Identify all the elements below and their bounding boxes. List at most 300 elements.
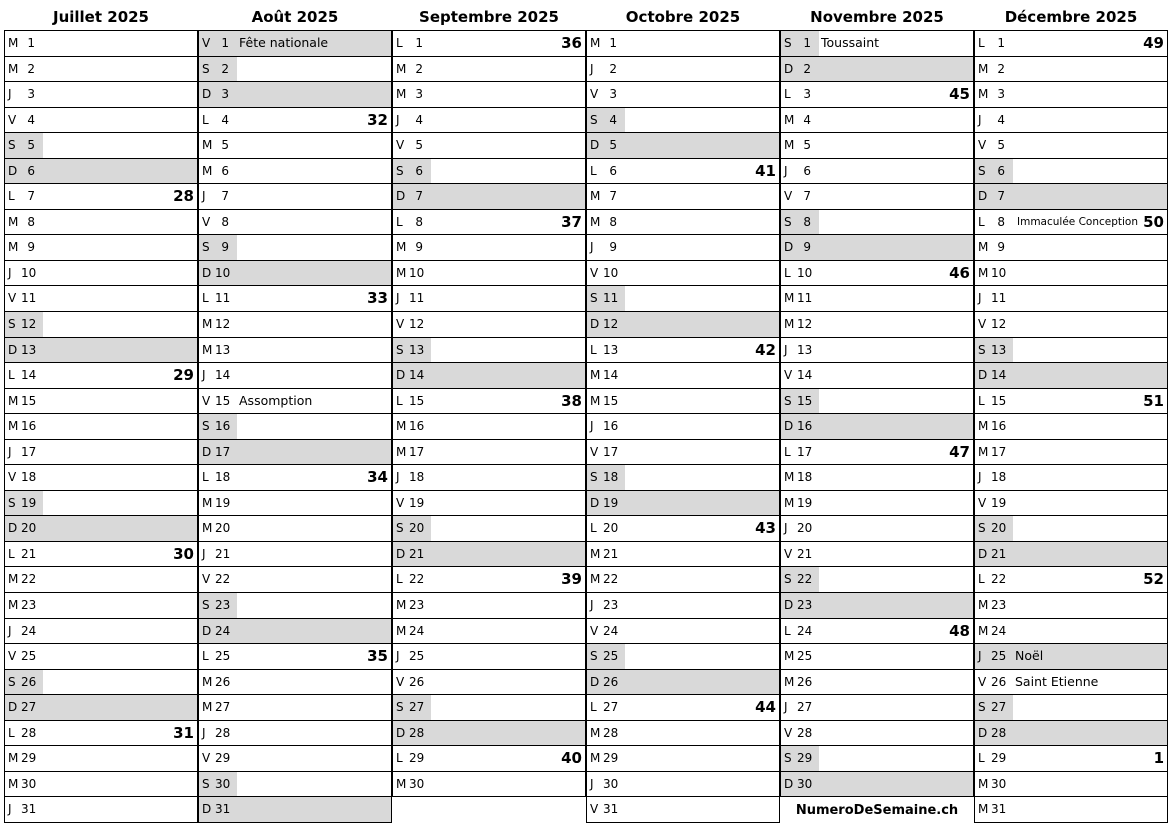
day-number: 22 bbox=[797, 572, 813, 587]
day-label bbox=[587, 695, 621, 720]
weekday-letter: S bbox=[202, 598, 210, 613]
day-label bbox=[393, 338, 431, 363]
weekday-letter: L bbox=[978, 572, 985, 587]
day-row bbox=[587, 82, 779, 108]
day-label bbox=[5, 721, 39, 746]
day-list bbox=[392, 30, 586, 797]
day-row bbox=[5, 619, 197, 645]
weekday-letter: M bbox=[396, 265, 407, 280]
day-number: 18 bbox=[603, 470, 619, 485]
day-row bbox=[5, 746, 197, 772]
week-number: 35 bbox=[367, 647, 388, 666]
day-label bbox=[393, 133, 427, 158]
day-number: 15 bbox=[215, 393, 231, 408]
day-number: 18 bbox=[21, 470, 37, 485]
day-label bbox=[199, 721, 233, 746]
day-number: 7 bbox=[221, 189, 229, 204]
day-label bbox=[975, 414, 1009, 439]
weekday-letter: S bbox=[396, 521, 404, 536]
day-row bbox=[781, 133, 973, 159]
day-label bbox=[975, 567, 1009, 592]
day-row bbox=[5, 363, 197, 389]
day-label bbox=[393, 82, 427, 107]
day-row bbox=[781, 414, 973, 440]
weekday-letter: L bbox=[978, 214, 985, 229]
weekday-letter: D bbox=[590, 495, 600, 510]
day-row bbox=[393, 440, 585, 466]
day-number: 3 bbox=[997, 87, 1005, 102]
week-number: 38 bbox=[561, 391, 582, 410]
day-label bbox=[781, 746, 819, 771]
day-label bbox=[5, 159, 39, 184]
holiday-label: Toussaint bbox=[821, 35, 880, 50]
day-number: 9 bbox=[997, 240, 1005, 255]
holiday-label: Noël bbox=[1015, 648, 1044, 664]
day-row bbox=[5, 644, 197, 670]
day-number: 14 bbox=[991, 368, 1007, 383]
day-number: 8 bbox=[997, 214, 1005, 229]
day-number: 18 bbox=[797, 470, 813, 485]
weekday-letter: V bbox=[784, 725, 793, 740]
day-number: 20 bbox=[603, 521, 619, 536]
weekday-letter: V bbox=[978, 138, 987, 153]
weekday-letter: S bbox=[784, 36, 792, 50]
day-label bbox=[975, 465, 1009, 490]
day-row bbox=[199, 772, 391, 798]
day-number: 30 bbox=[797, 776, 813, 791]
day-row bbox=[587, 312, 779, 338]
day-row bbox=[393, 82, 585, 108]
day-label bbox=[975, 670, 1009, 695]
day-number: 24 bbox=[21, 623, 37, 638]
day-label bbox=[975, 516, 1013, 541]
day-label bbox=[393, 670, 427, 695]
day-row bbox=[5, 133, 197, 159]
weekday-letter: M bbox=[590, 368, 601, 383]
day-row bbox=[199, 695, 391, 721]
day-label bbox=[781, 491, 815, 516]
week-number: 44 bbox=[755, 698, 776, 717]
day-label bbox=[5, 567, 39, 592]
day-number: 27 bbox=[991, 700, 1007, 715]
day-label bbox=[393, 567, 427, 592]
day-row bbox=[199, 670, 391, 696]
weekday-letter: J bbox=[202, 189, 206, 204]
day-label bbox=[199, 184, 233, 209]
day-label bbox=[587, 567, 621, 592]
day-label bbox=[393, 772, 427, 797]
weekday-letter: V bbox=[202, 751, 211, 766]
weekday-letter: V bbox=[590, 265, 599, 280]
week-number: 30 bbox=[173, 544, 194, 563]
day-row bbox=[199, 567, 391, 593]
weekday-letter: S bbox=[8, 674, 16, 689]
day-row bbox=[587, 491, 779, 517]
weekday-letter: S bbox=[396, 700, 404, 715]
day-number: 20 bbox=[21, 521, 37, 536]
week-number: 28 bbox=[173, 187, 194, 206]
day-number: 24 bbox=[797, 623, 813, 638]
day-number: 23 bbox=[797, 598, 813, 613]
day-number: 22 bbox=[991, 572, 1007, 587]
day-label bbox=[393, 57, 427, 82]
week-number: 32 bbox=[367, 110, 388, 129]
day-number: 14 bbox=[215, 368, 231, 383]
weekday-letter: M bbox=[202, 700, 213, 715]
day-number: 11 bbox=[991, 291, 1007, 306]
day-number: 18 bbox=[991, 470, 1007, 485]
day-label bbox=[199, 670, 233, 695]
day-row bbox=[199, 312, 391, 338]
day-label bbox=[781, 184, 815, 209]
day-row bbox=[587, 184, 779, 210]
day-label bbox=[587, 338, 621, 363]
day-label bbox=[5, 695, 39, 720]
weekday-letter: M bbox=[978, 802, 989, 817]
weekday-letter: M bbox=[590, 393, 601, 408]
day-row bbox=[393, 338, 585, 364]
weekday-letter: L bbox=[590, 700, 597, 715]
day-number: 14 bbox=[603, 368, 619, 383]
weekday-letter: M bbox=[8, 419, 19, 434]
day-list bbox=[974, 30, 1168, 823]
day-label bbox=[781, 695, 815, 720]
day-row bbox=[5, 57, 197, 83]
day-label bbox=[199, 82, 233, 107]
day-label bbox=[587, 159, 621, 184]
weekday-letter: M bbox=[978, 623, 989, 638]
day-row bbox=[5, 108, 197, 134]
day-row bbox=[587, 31, 779, 57]
weekday-letter: V bbox=[202, 572, 211, 587]
day-row bbox=[975, 619, 1167, 645]
day-number: 5 bbox=[27, 138, 35, 153]
day-number: 11 bbox=[409, 291, 425, 306]
day-row bbox=[199, 286, 391, 312]
weekday-letter: J bbox=[396, 649, 400, 664]
day-number: 7 bbox=[609, 189, 617, 204]
day-row bbox=[393, 108, 585, 134]
weekday-letter: S bbox=[202, 240, 210, 255]
day-row bbox=[393, 414, 585, 440]
weekday-letter: M bbox=[784, 291, 795, 306]
weekday-letter: M bbox=[978, 265, 989, 280]
day-row bbox=[781, 286, 973, 312]
day-row bbox=[5, 286, 197, 312]
day-label bbox=[781, 772, 815, 797]
day-row bbox=[975, 695, 1167, 721]
day-number: 4 bbox=[221, 112, 229, 127]
weekday-letter: J bbox=[8, 265, 12, 280]
day-row bbox=[587, 516, 779, 542]
day-number: 25 bbox=[409, 649, 425, 664]
day-number: 14 bbox=[21, 368, 37, 383]
day-row bbox=[393, 593, 585, 619]
day-row bbox=[975, 542, 1167, 568]
day-label bbox=[199, 567, 233, 592]
weekday-letter: S bbox=[590, 291, 598, 306]
day-number: 29 bbox=[603, 751, 619, 766]
day-number: 23 bbox=[409, 598, 425, 613]
weekday-letter: M bbox=[8, 572, 19, 587]
weekday-letter: M bbox=[202, 521, 213, 536]
weekday-letter: D bbox=[784, 240, 794, 255]
day-row bbox=[781, 108, 973, 134]
day-label bbox=[587, 491, 621, 516]
day-row bbox=[5, 670, 197, 696]
day-number: 31 bbox=[603, 802, 619, 817]
weekday-letter: L bbox=[396, 572, 403, 587]
day-label bbox=[393, 184, 427, 209]
weekday-letter: M bbox=[396, 776, 407, 791]
day-label bbox=[393, 363, 427, 388]
holiday-label: Assomption bbox=[239, 392, 313, 408]
day-row bbox=[975, 363, 1167, 389]
day-row bbox=[199, 440, 391, 466]
day-label bbox=[975, 312, 1009, 337]
day-number: 8 bbox=[221, 214, 229, 229]
day-label bbox=[975, 797, 1009, 822]
week-number: 45 bbox=[949, 85, 970, 104]
day-number: 17 bbox=[215, 444, 231, 459]
day-label bbox=[5, 312, 43, 337]
day-row bbox=[393, 619, 585, 645]
day-number: 1 bbox=[609, 36, 617, 50]
day-row bbox=[781, 465, 973, 491]
day-number: 20 bbox=[215, 521, 231, 536]
day-row bbox=[587, 363, 779, 389]
day-row bbox=[5, 465, 197, 491]
day-label bbox=[393, 619, 427, 644]
day-label bbox=[199, 108, 233, 133]
day-row bbox=[393, 695, 585, 721]
week-number: 47 bbox=[949, 442, 970, 461]
day-number: 31 bbox=[215, 802, 231, 817]
day-number: 29 bbox=[215, 751, 231, 766]
weekday-letter: M bbox=[8, 61, 19, 76]
day-label bbox=[199, 338, 233, 363]
site-brand: NumeroDeSemaine.ch bbox=[795, 802, 959, 818]
weekday-letter: D bbox=[202, 444, 212, 459]
day-label bbox=[587, 286, 625, 311]
day-number: 19 bbox=[797, 495, 813, 510]
day-number: 2 bbox=[27, 61, 35, 76]
day-label bbox=[393, 491, 427, 516]
day-row bbox=[975, 133, 1167, 159]
weekday-letter: M bbox=[784, 674, 795, 689]
day-number: 22 bbox=[409, 572, 425, 587]
day-row bbox=[199, 593, 391, 619]
day-number: 17 bbox=[797, 444, 813, 459]
day-number: 3 bbox=[415, 87, 423, 102]
day-label bbox=[5, 644, 39, 669]
day-number: 9 bbox=[609, 240, 617, 255]
day-number: 25 bbox=[21, 649, 37, 664]
day-label bbox=[587, 235, 621, 260]
day-number: 30 bbox=[21, 776, 37, 791]
day-label bbox=[199, 389, 233, 414]
week-number: 48 bbox=[949, 621, 970, 640]
day-label bbox=[587, 670, 621, 695]
week-number: 33 bbox=[367, 289, 388, 308]
weekday-letter: V bbox=[784, 546, 793, 561]
week-number: 51 bbox=[1143, 391, 1164, 410]
weekday-letter: S bbox=[590, 470, 598, 485]
week-number: 29 bbox=[173, 366, 194, 385]
weekday-letter: D bbox=[396, 189, 406, 204]
day-label bbox=[975, 159, 1013, 184]
day-label bbox=[5, 82, 39, 107]
day-label bbox=[975, 82, 1009, 107]
day-row bbox=[393, 261, 585, 287]
weekday-letter: M bbox=[202, 495, 213, 510]
day-label bbox=[587, 465, 625, 490]
day-row bbox=[587, 670, 779, 696]
weekday-letter: V bbox=[590, 802, 599, 817]
day-number: 28 bbox=[409, 725, 425, 740]
day-label bbox=[587, 414, 621, 439]
day-number: 10 bbox=[991, 265, 1007, 280]
day-number: 27 bbox=[603, 700, 619, 715]
day-number: 19 bbox=[991, 495, 1007, 510]
day-label bbox=[975, 644, 1009, 669]
weekday-letter: S bbox=[784, 751, 792, 766]
day-label bbox=[587, 746, 621, 771]
day-row bbox=[975, 440, 1167, 466]
day-row bbox=[199, 797, 391, 823]
weekday-letter: V bbox=[202, 214, 211, 229]
day-label bbox=[199, 159, 233, 184]
day-label bbox=[781, 57, 815, 82]
day-label bbox=[587, 210, 621, 235]
day-label bbox=[393, 108, 427, 133]
day-label bbox=[587, 721, 621, 746]
month-title: Août 2025 bbox=[251, 8, 339, 26]
weekday-letter: S bbox=[202, 776, 210, 791]
day-label bbox=[781, 235, 815, 260]
day-label bbox=[5, 516, 39, 541]
day-label bbox=[781, 721, 815, 746]
day-number: 6 bbox=[609, 163, 617, 178]
day-label bbox=[5, 57, 39, 82]
day-number: 21 bbox=[603, 546, 619, 561]
weekday-letter: L bbox=[396, 36, 403, 50]
day-number: 20 bbox=[991, 521, 1007, 536]
day-row bbox=[781, 389, 973, 415]
day-row bbox=[975, 465, 1167, 491]
day-label bbox=[393, 465, 427, 490]
day-label bbox=[781, 593, 815, 618]
day-number: 21 bbox=[797, 546, 813, 561]
weekday-letter: M bbox=[8, 598, 19, 613]
day-number: 7 bbox=[997, 189, 1005, 204]
day-label bbox=[587, 389, 621, 414]
day-number: 11 bbox=[603, 291, 619, 306]
weekday-letter: J bbox=[978, 649, 982, 664]
day-label bbox=[5, 389, 39, 414]
weekday-letter: M bbox=[978, 240, 989, 255]
day-label bbox=[975, 57, 1009, 82]
day-row bbox=[587, 644, 779, 670]
weekday-letter: D bbox=[396, 725, 406, 740]
day-number: 27 bbox=[409, 700, 425, 715]
weekday-letter: V bbox=[590, 444, 599, 459]
day-row bbox=[393, 491, 585, 517]
weekday-letter: M bbox=[978, 61, 989, 76]
month-column bbox=[974, 4, 1168, 823]
day-number: 14 bbox=[797, 368, 813, 383]
day-row bbox=[393, 184, 585, 210]
day-number: 24 bbox=[991, 623, 1007, 638]
day-label bbox=[781, 31, 819, 56]
day-number: 9 bbox=[27, 240, 35, 255]
day-row bbox=[975, 670, 1167, 696]
day-label bbox=[393, 746, 427, 771]
day-label bbox=[781, 312, 815, 337]
weekday-letter: J bbox=[978, 112, 982, 127]
day-row bbox=[975, 82, 1167, 108]
day-row bbox=[199, 491, 391, 517]
weekday-letter: V bbox=[590, 623, 599, 638]
day-row bbox=[199, 619, 391, 645]
weekday-letter: V bbox=[8, 470, 17, 485]
day-row bbox=[5, 31, 197, 57]
day-label bbox=[199, 133, 233, 158]
day-label bbox=[393, 286, 427, 311]
day-label bbox=[199, 465, 233, 490]
day-number: 27 bbox=[215, 700, 231, 715]
weekday-letter: V bbox=[8, 291, 17, 306]
day-number: 15 bbox=[797, 393, 813, 408]
weekday-letter: S bbox=[978, 342, 986, 357]
day-number: 31 bbox=[21, 802, 37, 817]
day-row bbox=[975, 286, 1167, 312]
day-number: 22 bbox=[21, 572, 37, 587]
day-row bbox=[975, 210, 1167, 236]
day-number: 16 bbox=[21, 419, 37, 434]
day-label bbox=[587, 108, 625, 133]
weekday-letter: J bbox=[978, 291, 982, 306]
day-number: 15 bbox=[409, 393, 425, 408]
weekday-letter: S bbox=[784, 393, 792, 408]
day-number: 4 bbox=[609, 112, 617, 127]
day-label bbox=[5, 108, 39, 133]
day-row bbox=[781, 516, 973, 542]
day-label bbox=[587, 82, 621, 107]
weekday-letter: J bbox=[396, 112, 400, 127]
day-number: 8 bbox=[803, 214, 811, 229]
weekday-letter: S bbox=[202, 419, 210, 434]
day-number: 9 bbox=[415, 240, 423, 255]
weekday-letter: D bbox=[8, 342, 18, 357]
day-label bbox=[587, 797, 621, 822]
weekday-letter: S bbox=[590, 112, 598, 127]
holiday-label: Saint Etienne bbox=[1015, 673, 1099, 689]
month-title: Juillet 2025 bbox=[53, 8, 149, 26]
day-label bbox=[781, 338, 815, 363]
weekday-letter: D bbox=[978, 189, 988, 204]
day-label bbox=[781, 465, 815, 490]
day-label bbox=[5, 593, 39, 618]
day-label bbox=[781, 440, 815, 465]
day-row bbox=[781, 210, 973, 236]
day-row bbox=[587, 619, 779, 645]
weekday-letter: M bbox=[396, 623, 407, 638]
weekday-letter: M bbox=[8, 240, 19, 255]
month-column bbox=[198, 4, 392, 823]
day-number: 11 bbox=[215, 291, 231, 306]
weekday-letter: J bbox=[8, 623, 12, 638]
